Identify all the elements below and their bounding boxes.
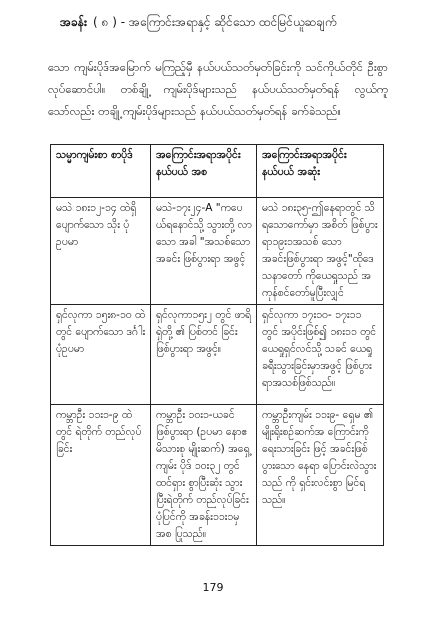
body-paragraph: သော ကျမ်းပိုဒ်အမြောက် မကြည့်မှီ နယ်ပယ်သတ်မှတ်ခြင်းကို သင်ကိုယ်တိုင် ဦးစွာလုပ်ဆောင်ပါ။ တစ်ချို့ ကျမ်းပိုဒ်များသည် နယ်ပယ်သတ်မှတ်ရန် လွယ်ကူသော်လည်း တချို့ ကျမ်းပိုဒ်များသည် နယ်ပယ်သတ်မှတ်ရန် ခက်ခဲသည်။ [48,60,388,118]
table-cell: ကမ္ဘာဦးကျမ်း ၁၁း၉- ရှေမ ၏ မျိုးရိုးစဉ်ဆက်အ ကြောင်းကို ရေးသားခြင်း ဖြင့် အခင်းဖြစ်ပွားသော နေရာ ပြောင်းလဲသွားသည် ကို ရှင်းလင်းစွာ မြင်ရသည်။ [257,405,384,546]
table-header-row [51,145,384,198]
chapter-title: ( ၈ ) - အကြောင်းအရာနှင့် ဆိုင်သော ထင်မြင်ယူဆချက် [93,15,337,29]
page-number: 179 [202,581,224,594]
page-heading [60,14,400,30]
table-row [51,198,384,305]
table-cell: ရှင်လုကာ၁၅း၂ တွင် ဖာရိရှဲတို့ ၏ ပြစ်တင် ခြင်း ဖြစ်ပွားရာ အဖွင့်။ [151,305,257,405]
header-section-end: အကြောင်းအရာအပိုင်း နယ်ပယ် အဆုံး [257,145,384,198]
table-row [51,305,384,405]
table-cell: ရှင်လုကာ ၁၅း၈-၁၀ ထဲတွင် ပျောက်သော ဒင်္ဂါး ပုံဥပမာ [51,305,151,405]
header-scripture-passage: သမ္မာကျမ်းစာ စာပိုဒ် [51,145,151,198]
table-cell: ကမ္ဘာဦး ၁၀း၁-ယခင် ဖြစ်ပွားရာ (ဥပမာ နောဧ မိသားစု မျိုးဆက်) အရှေ့ ကျမ်း ပိုဒ် ၁၀း၃၂ တွင် ထင်ရှား စွာပြီးဆုံး သွား ပြီးရဲတိုက် တည်လုပ်ခြင်း ပုံပြင်ကို အခန်း၁၁း၁မှ အစ ပြုသည်။ [151,405,257,546]
table-row [51,405,384,546]
table-cell: ကမ္ဘာဦး ၁၁း၁-၉ ထဲတွင် ရဲတိုက် တည်လုပ်ခြင်း [51,405,151,546]
table-cell: မသဲ-၁၇း၂၄-A "ကပေယ်ရနောင်သို့ သွားတို့ လာသော အခါ "အသစ်သော အခင်း ဖြစ်ပွားရာ အဖွင့် [151,198,257,305]
table-cell: မသဲ ၁၈း၁၂-၁၄ ထဲရှိ ပျောက်သော သိုး ပုံဥပမာ [51,198,151,305]
table-cell: မသဲ ၁၈း၃၅-ဤနေရာတွင် သိရသောကော်မှာ အစိတ် ဖြစ်ပွားရာ၁၉း၁အသစ် သော အခင်းဖြစ်ပွားရာ အဖွင့်"ထိုဒေ သနာတော် ကိုယေရှုသည် အ ကုန်စင်တော်မူပြီးလျှင် [257,198,384,305]
table-cell: ရှင်လုကာ ၁၇း၁၀- ၁၇း၁၁ တွင် အပိုင်းဖြစ်၍ ၁၈း၁၁ တွင် ယေရှုရှင်လင်သို့ သခင် ယေရှုခရီးသွားခြင်းမှာအဖွင့် ဖြစ်ပွားရာအသစ်ဖြစ်သည်။ [257,305,384,405]
passage-table [50,144,384,546]
chapter-label: အခန်း [60,15,88,29]
header-section-start: အကြောင်းအရာအပိုင်း နယ်ပယ် အစ [151,145,257,198]
